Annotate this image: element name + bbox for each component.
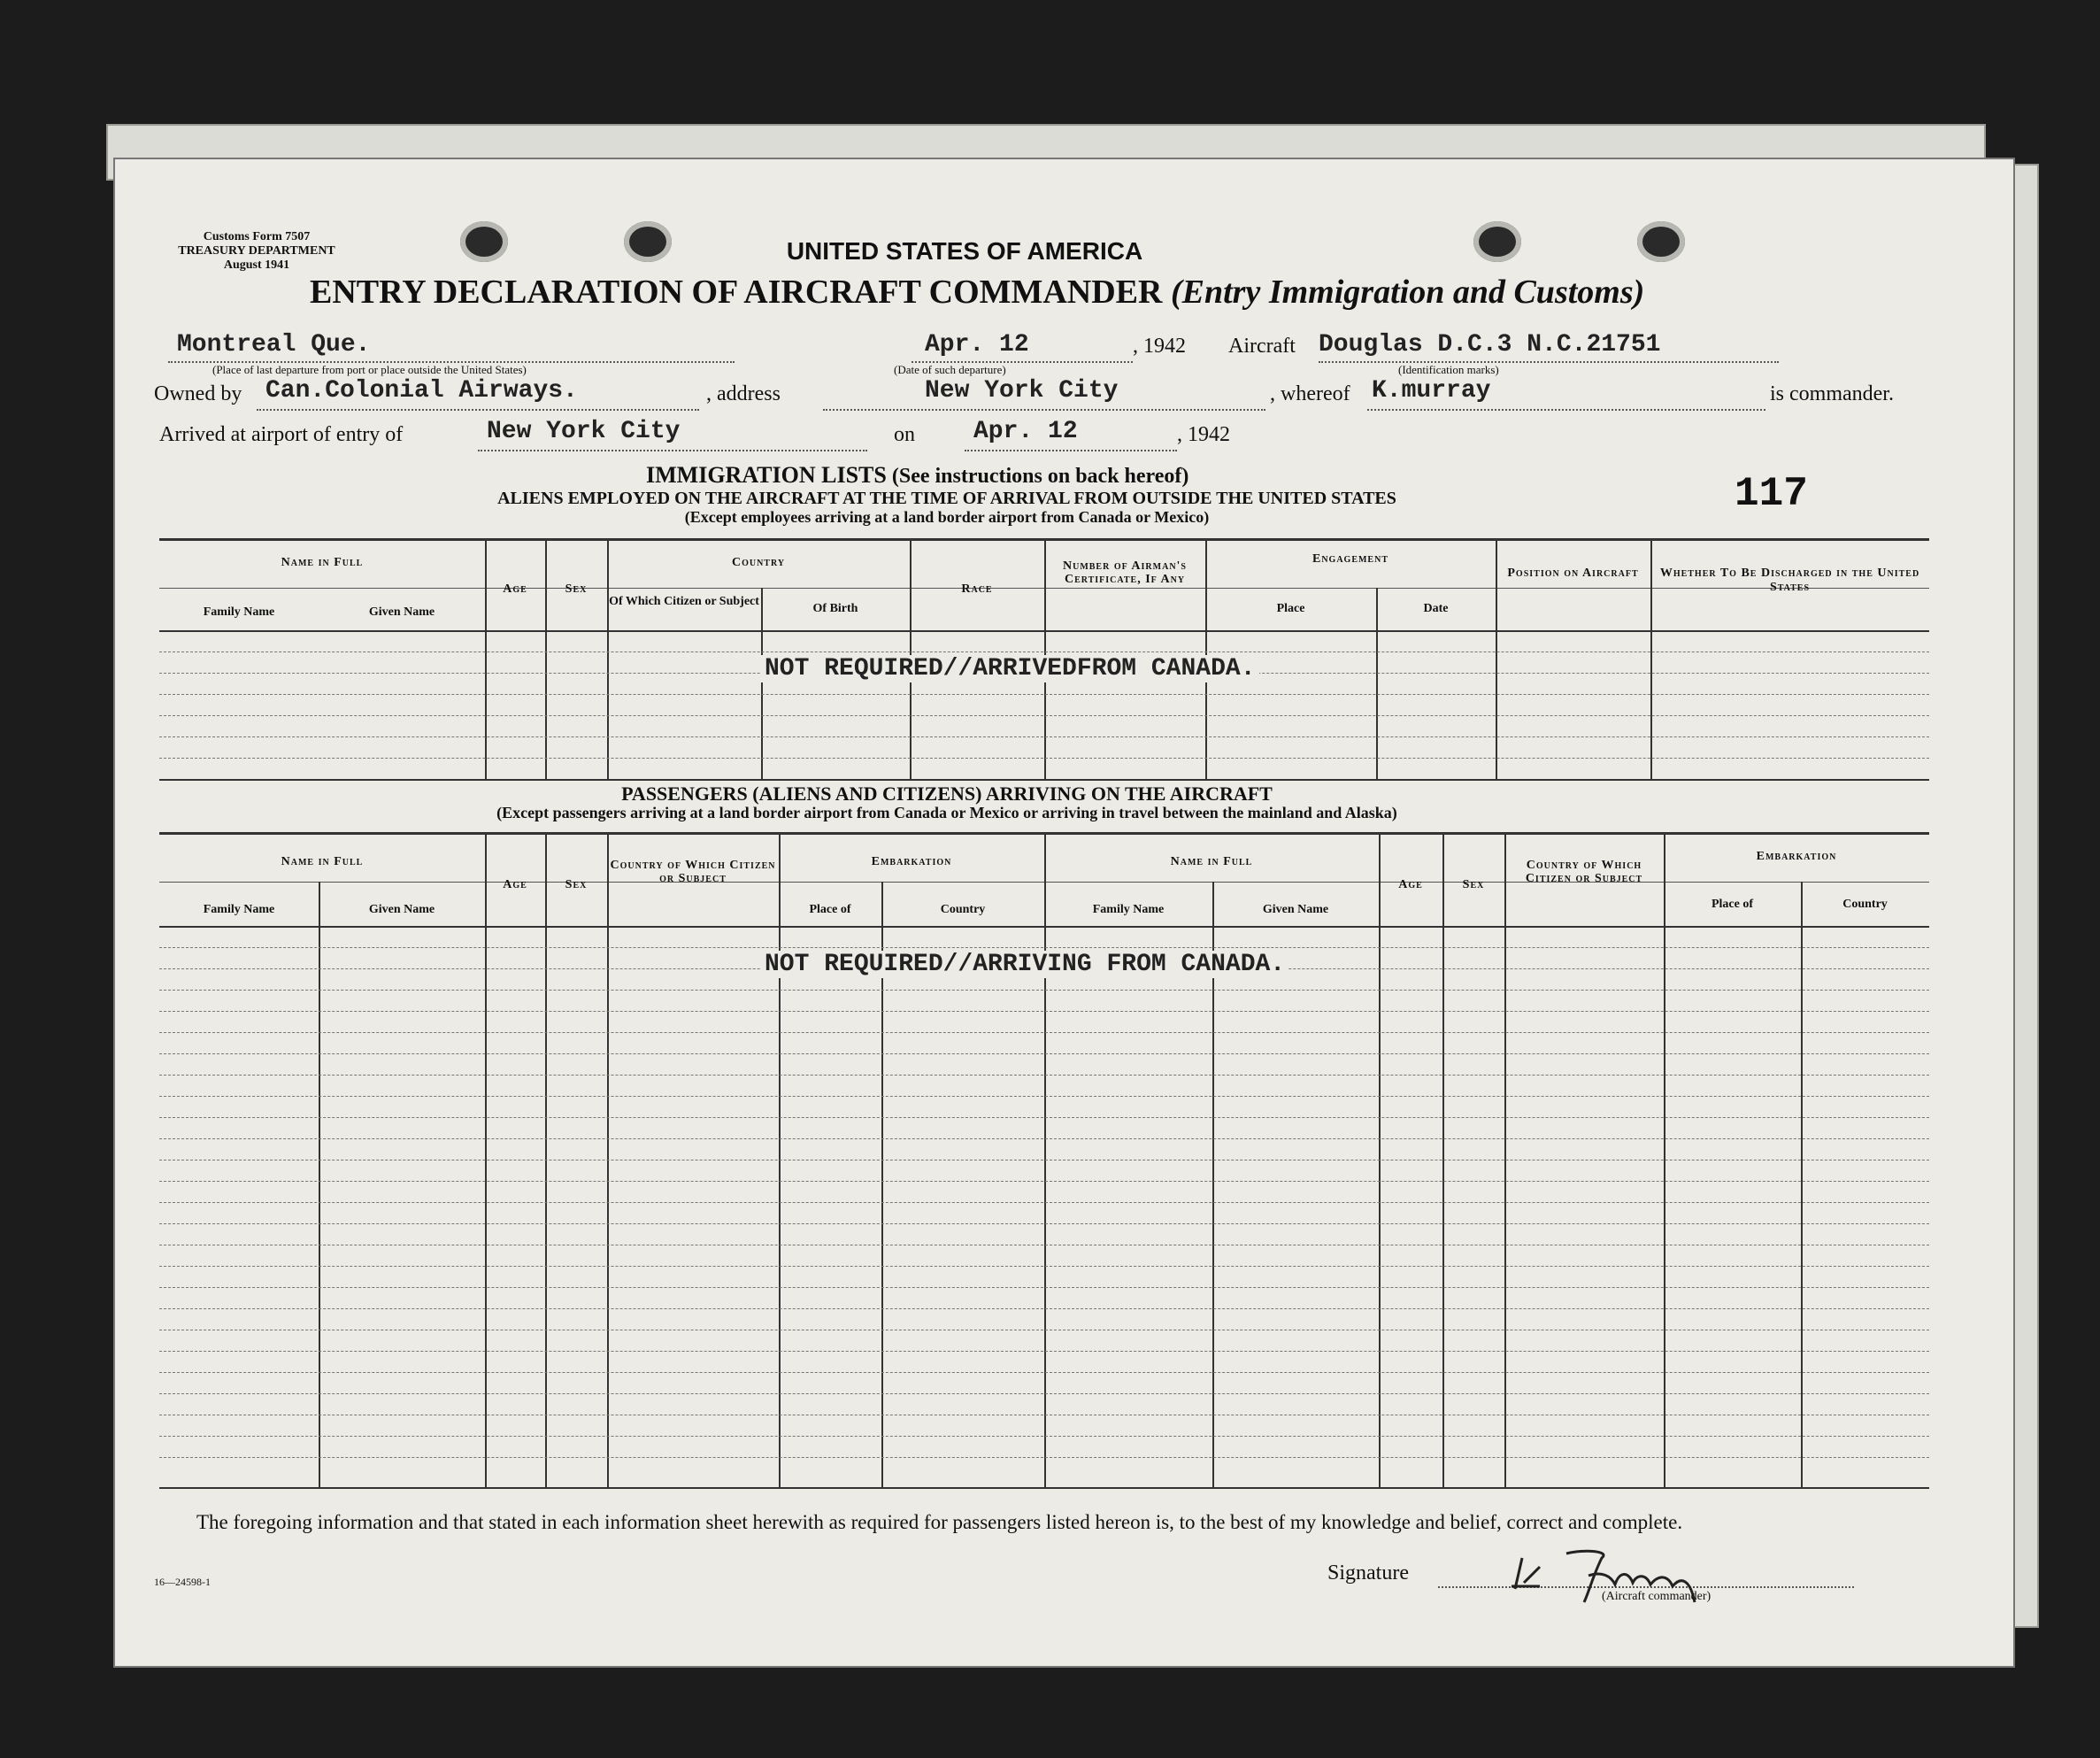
print-code: 16—24598-1 bbox=[154, 1576, 211, 1588]
passengers-typed-note: NOT REQUIRED//ARRIVING FROM CANADA. bbox=[761, 951, 1288, 978]
aliens-engagement-header: Engagement bbox=[1312, 552, 1388, 566]
arrival-place-line bbox=[478, 450, 867, 451]
aliens-date-header: Date bbox=[1423, 602, 1449, 615]
pass-name-in-full-header: Name in Full bbox=[281, 855, 364, 868]
address-line bbox=[823, 409, 1265, 411]
punch-hole bbox=[1473, 221, 1521, 262]
signature-label: Signature bbox=[1327, 1561, 1409, 1585]
country-title: UNITED STATES OF AMERICA bbox=[786, 237, 1143, 265]
passengers-heading: PASSENGERS (ALIENS AND CITIZENS) ARRIVING ON THE AIRCRAFT bbox=[621, 783, 1273, 805]
form-date: August 1941 bbox=[223, 258, 290, 272]
departure-place: Montreal Que. bbox=[177, 331, 371, 359]
form-title bbox=[310, 273, 1903, 312]
aliens-family-name-header: Family Name bbox=[203, 605, 275, 619]
aliens-sex-header: Sex bbox=[565, 582, 588, 596]
form-title-sub: (Entry Immigration and Customs) bbox=[1170, 274, 1645, 311]
pass-country-citizen-2-header: Country of Which Citizen or Subject bbox=[1525, 859, 1643, 885]
pass-age-2-header: Age bbox=[1398, 878, 1423, 891]
immigration-title bbox=[646, 462, 1188, 489]
commander-suffix: is commander. bbox=[1770, 382, 1894, 405]
owner-line bbox=[257, 409, 699, 411]
punch-hole bbox=[624, 221, 672, 262]
stamp-number: 117 bbox=[1735, 471, 1808, 517]
pass-embarkation-header: Embarkation bbox=[871, 855, 952, 868]
form-sheet bbox=[113, 158, 2015, 1668]
aliens-note: (Except employees arriving at a land border airport from Canada or Mexico) bbox=[684, 508, 1210, 526]
aliens-position-header: Position on Aircraft bbox=[1507, 567, 1639, 580]
aliens-heading: ALIENS EMPLOYED ON THE AIRCRAFT AT THE TIME OF ARRIVAL FROM OUTSIDE THE UNITED STATES bbox=[497, 489, 1396, 508]
pass-sex-2-header: Sex bbox=[1462, 878, 1485, 891]
departure-place-caption: (Place of last departure from port or place outside the United States) bbox=[212, 363, 527, 376]
pass-place-of-header: Place of bbox=[809, 903, 851, 916]
aircraft-value: Douglas D.C.3 N.C.21751 bbox=[1319, 331, 1661, 359]
pass-country-citizen-header: Country of Which Citizen or Subject bbox=[610, 859, 776, 885]
immigration-title-note: (See instructions on back hereof) bbox=[891, 465, 1189, 488]
passengers-note: (Except passengers arriving at a land border airport from Canada or Mexico or arriving in travel between the mainland and Alaska) bbox=[496, 804, 1397, 821]
form-number: Customs Form 7507 bbox=[203, 230, 311, 243]
arrival-on-label: on bbox=[894, 423, 915, 446]
aircraft-label: Aircraft bbox=[1228, 335, 1296, 358]
aliens-name-in-full-header: Name in Full bbox=[281, 556, 364, 569]
pass-given-name-2-header: Given Name bbox=[1262, 903, 1329, 916]
pass-given-name-header: Given Name bbox=[368, 903, 435, 916]
immigration-title-main: IMMIGRATION LISTS bbox=[646, 462, 887, 488]
commander-line bbox=[1367, 409, 1765, 411]
departure-year: , 1942 bbox=[1133, 335, 1186, 358]
aliens-discharged-header: Whether To Be Discharged in the United States bbox=[1659, 567, 1920, 594]
pass-name-in-full-2-header: Name in Full bbox=[1170, 855, 1253, 868]
owner-value: Can.Colonial Airways. bbox=[265, 377, 578, 405]
aliens-age-header: Age bbox=[503, 582, 527, 596]
punch-hole bbox=[1637, 221, 1685, 262]
punch-hole bbox=[460, 221, 508, 262]
aliens-certificate-header: Number of Airman's Certificate, If Any bbox=[1062, 559, 1187, 586]
arrival-place: New York City bbox=[487, 418, 681, 445]
pass-age-header: Age bbox=[503, 878, 527, 891]
aircraft-line bbox=[1319, 361, 1779, 363]
pass-country-2-header: Country bbox=[1842, 898, 1888, 911]
arrival-label: Arrived at airport of entry of bbox=[159, 423, 404, 446]
aliens-citizen-header: Of Which Citizen or Subject bbox=[609, 595, 759, 608]
owner-label: Owned by bbox=[154, 382, 242, 405]
aliens-birth-header: Of Birth bbox=[812, 602, 858, 615]
aliens-country-header: Country bbox=[731, 556, 786, 569]
aliens-given-name-header: Given Name bbox=[368, 605, 435, 619]
commander-value: K.murray bbox=[1372, 377, 1491, 405]
address-value: New York City bbox=[925, 377, 1119, 405]
pass-sex-header: Sex bbox=[565, 878, 588, 891]
whereof-label: , whereof bbox=[1270, 382, 1350, 405]
aircraft-caption: (Identification marks) bbox=[1398, 363, 1499, 376]
aliens-typed-note: NOT REQUIRED//ARRIVEDFROM CANADA. bbox=[761, 655, 1259, 682]
pass-country-header: Country bbox=[940, 903, 986, 916]
pass-place-of-2-header: Place of bbox=[1711, 898, 1754, 911]
department: TREASURY DEPARTMENT bbox=[178, 244, 335, 258]
aliens-race-header: Race bbox=[961, 582, 993, 596]
arrival-date-line bbox=[965, 450, 1177, 451]
pass-family-name-2-header: Family Name bbox=[1092, 903, 1165, 916]
arrival-year: , 1942 bbox=[1177, 423, 1230, 446]
pass-embarkation-2-header: Embarkation bbox=[1756, 850, 1837, 863]
certification-text: The foregoing information and that stated in each information sheet herewith as required for passengers listed hereon is, to the best of my knowledge and belief, correct and complete. bbox=[196, 1511, 1683, 1533]
pass-family-name-header: Family Name bbox=[203, 903, 275, 916]
aliens-place-header: Place bbox=[1276, 602, 1305, 615]
departure-date: Apr. 12 bbox=[925, 331, 1029, 359]
arrival-date: Apr. 12 bbox=[973, 418, 1078, 445]
departure-date-caption: (Date of such departure) bbox=[894, 363, 1006, 376]
form-title-main: ENTRY DECLARATION OF AIRCRAFT COMMANDER bbox=[310, 274, 1163, 311]
address-label: , address bbox=[706, 382, 781, 405]
signature-caption: (Aircraft commander) bbox=[1602, 1590, 1712, 1603]
